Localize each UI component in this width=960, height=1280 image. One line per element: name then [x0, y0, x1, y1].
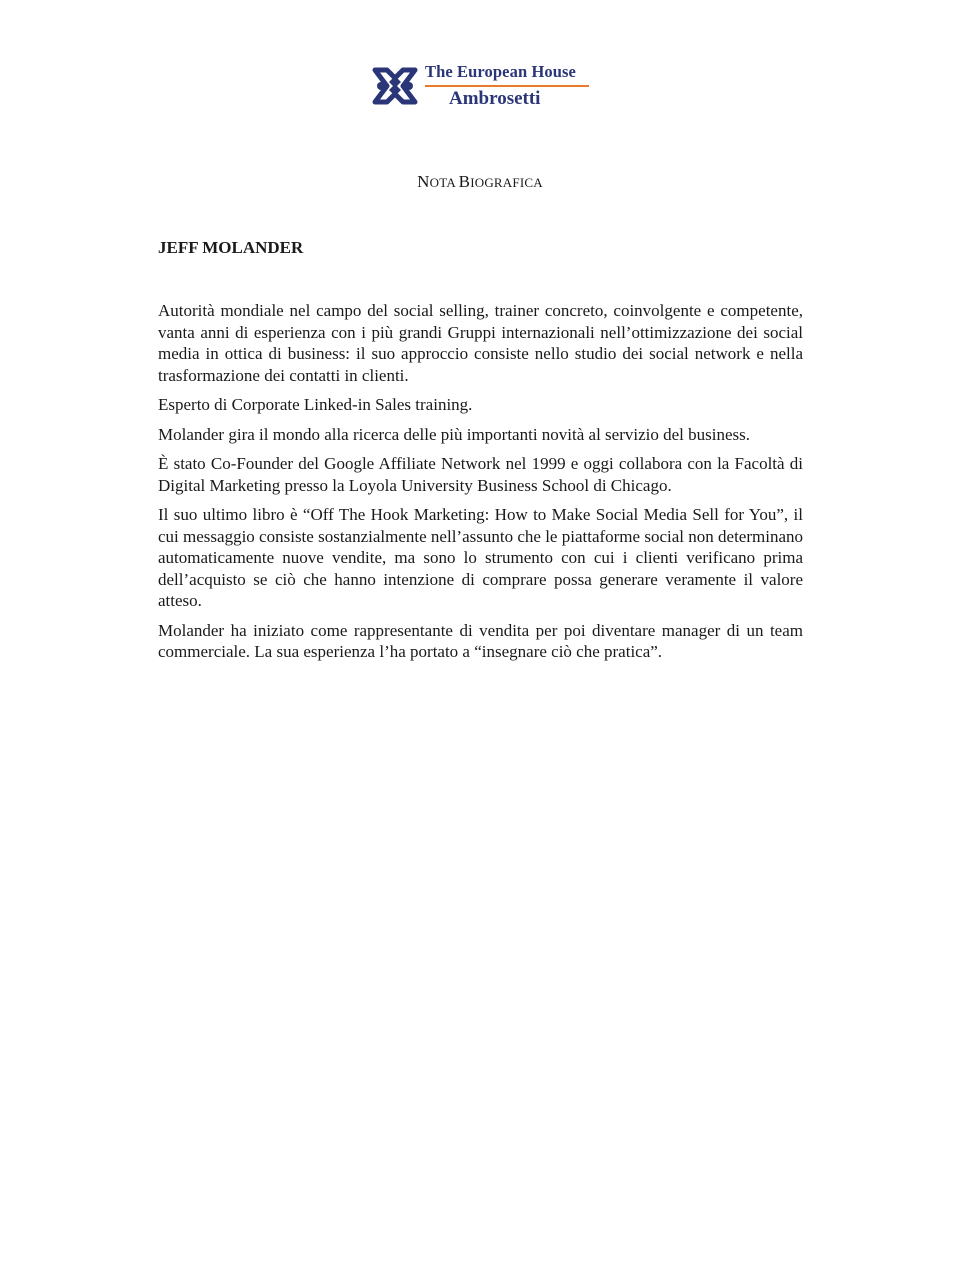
heading-initial-n: N — [417, 172, 430, 191]
logo-divider — [425, 85, 589, 87]
logo-mark-icon — [371, 64, 419, 108]
document-heading — [0, 172, 960, 192]
logo-text-line1: The European House — [425, 62, 576, 81]
biography-body — [158, 300, 803, 671]
logo-text-line2: Ambrosetti — [449, 88, 541, 109]
heading-initial-b: B — [458, 172, 471, 191]
heading-rest-n: OTA — [429, 175, 459, 190]
company-logo — [371, 60, 593, 114]
heading-rest-b: IOGRAFICA — [470, 175, 543, 190]
bio-paragraph-2: Esperto di Corporate Linked-in Sales training. — [158, 395, 473, 414]
bio-paragraph-6: Molander ha iniziato come rappresentante di vendita per poi diventare manager di un team commerciale. La sua esperienza l’ha portato a “insegnare ciò che pratica”. — [158, 620, 803, 661]
bio-paragraph-5: Il suo ultimo libro è “Off The Hook Marketing: How to Make Social Media Sell for You”, il cui messaggio consiste sostanzialmente nell’assunto che le piattaforme social non determinano automaticamente nuove vendite, ma sono lo strumento con cui i clienti verificano prima dell’acquisto se ciò che hanno intenzione di comprare possa generare veramente il valore atteso. — [158, 505, 803, 610]
person-name: JEFF MOLANDER — [158, 238, 304, 257]
bio-paragraph-3: Molander gira il mondo alla ricerca delle più importanti novità al servizio del business. — [158, 424, 750, 444]
bio-paragraph-4: È stato Co-Founder del Google Affiliate Network nel 1999 e oggi collabora con la Facoltà di Digital Marketing presso la Loyola University Business School di Chicago. — [158, 454, 803, 495]
bio-paragraph-1: Autorità mondiale nel campo del social selling, trainer concreto, coinvolgente e competente, vanta anni di esperienza con i più grandi Gruppi internazionali nell’ottimizzazione dei social media in ottica di business: il suo approccio consiste nello studio dei social network e nella trasformazione dei contatti in clienti. — [158, 301, 803, 385]
